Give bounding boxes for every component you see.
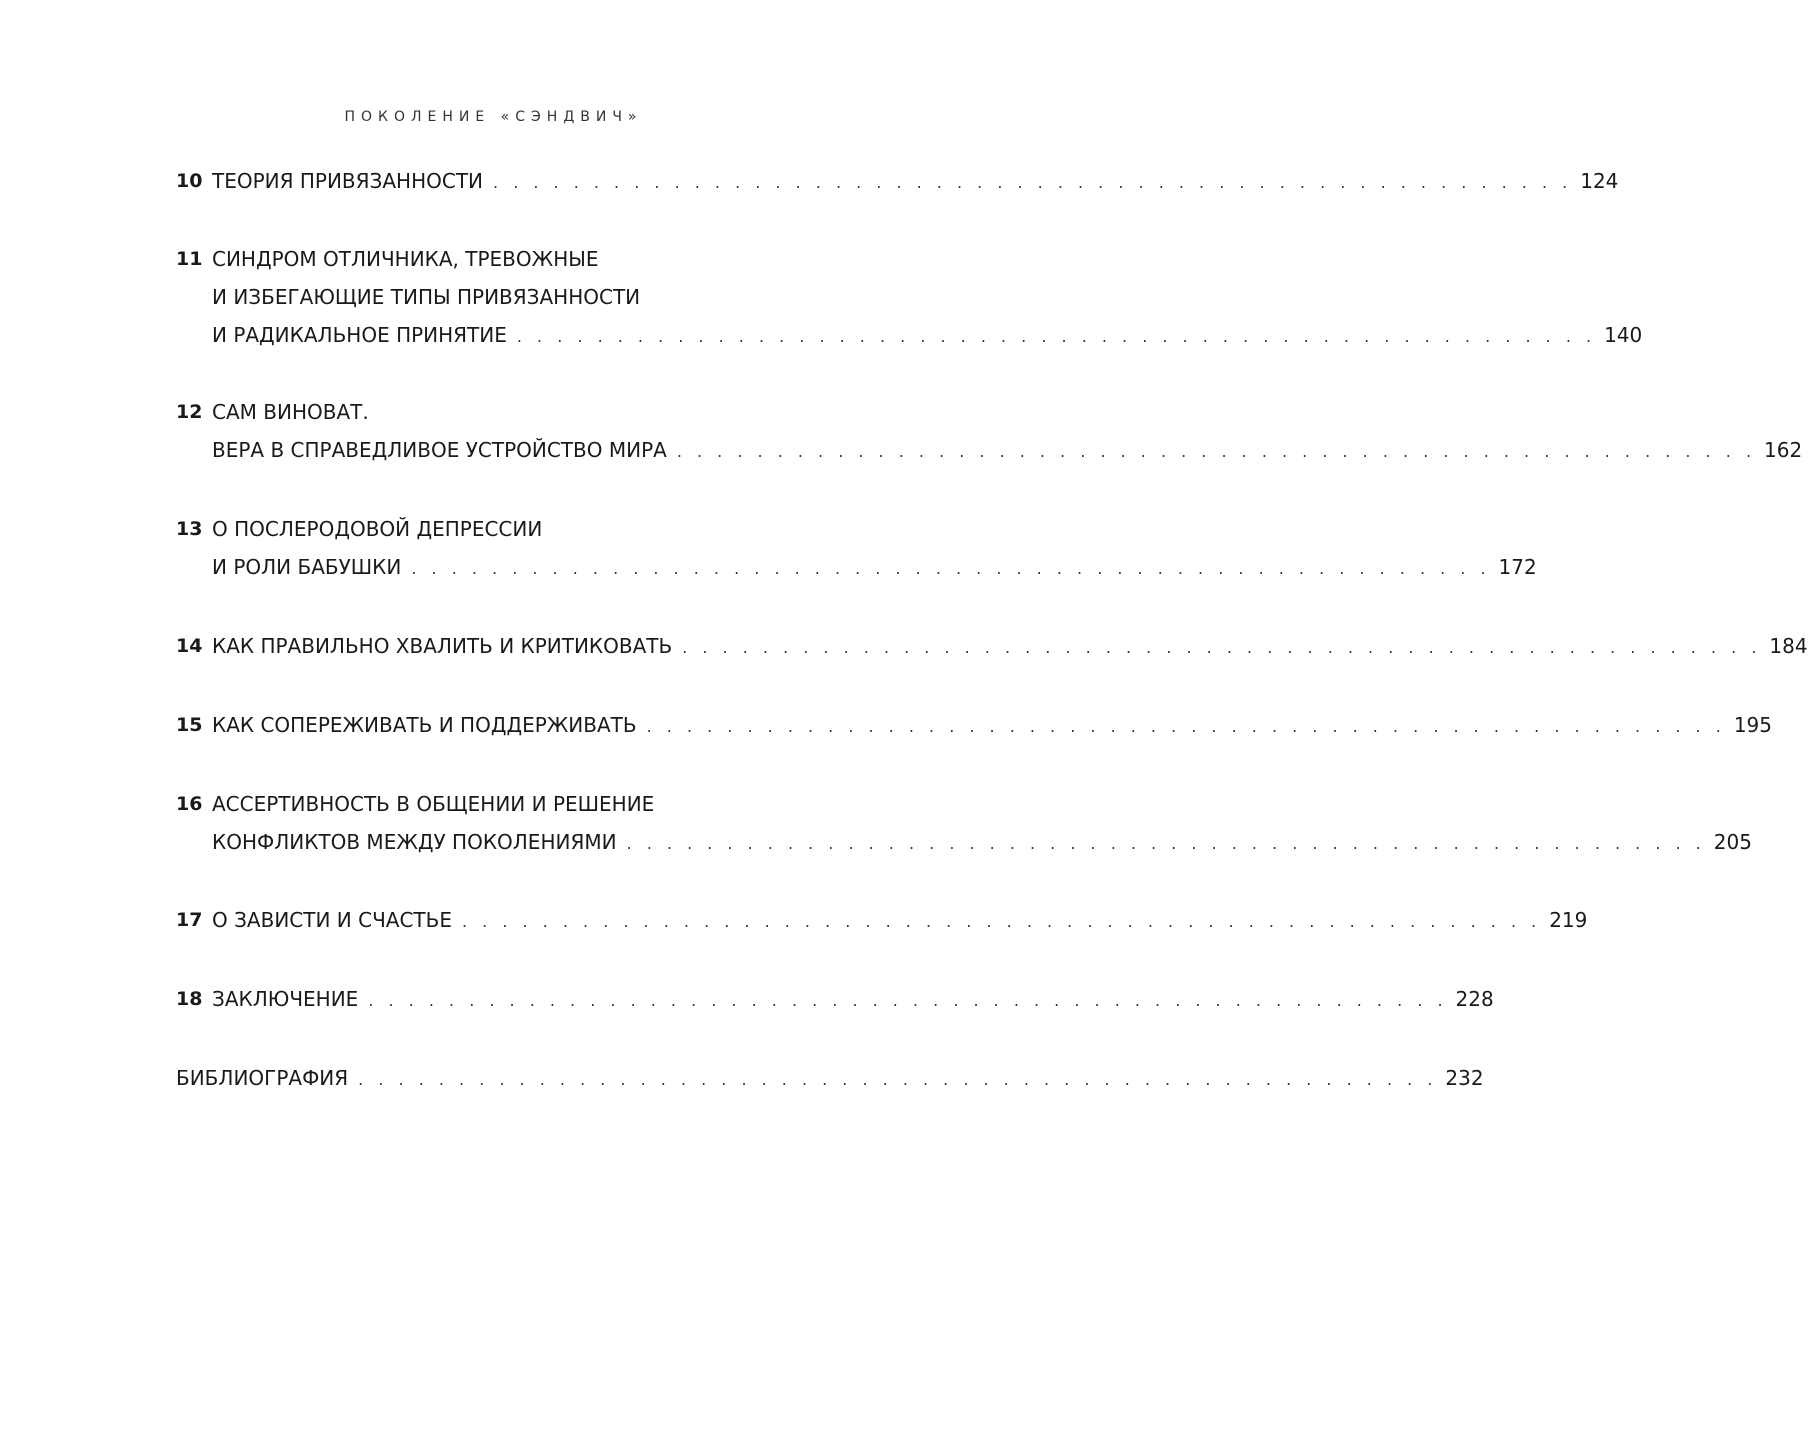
chapter-number: 18 xyxy=(176,988,203,1010)
chapter-number: 11 xyxy=(176,248,203,270)
chapter-title: И РОЛИ БАБУШКИ xyxy=(212,555,402,579)
page-number: 140 xyxy=(1604,323,1643,347)
chapter-number: 10 xyxy=(176,170,203,192)
dot-leader: . . . . . . . . . . . . . . . . . . . . . . . . . . . . . . . . . . . . . . . . . . . . . . . . . . . . . . xyxy=(368,991,1448,1010)
toc-entry[interactable] xyxy=(176,240,1643,354)
chapter-title: СИНДРОМ ОТЛИЧНИКА, ТРЕВОЖНЫЕ xyxy=(212,247,599,271)
toc-entry-line xyxy=(176,548,1537,586)
chapter-title: КОНФЛИКТОВ МЕЖДУ ПОКОЛЕНИЯМИ xyxy=(212,830,617,854)
toc-entry-line xyxy=(176,706,1772,744)
chapter-title: И ИЗБЕГАЮЩИЕ ТИПЫ ПРИВЯЗАННОСТИ xyxy=(212,285,641,309)
dot-leader: . . . . . . . . . . . . . . . . . . . . . . . . . . . . . . . . . . . . . . . . . . . . . . . . . . . . . . xyxy=(411,559,1491,578)
page-number: 162 xyxy=(1764,438,1803,462)
toc-entry[interactable] xyxy=(176,980,1494,1018)
dot-leader: . . . . . . . . . . . . . . . . . . . . . . . . . . . . . . . . . . . . . . . . . . . . . . . . . . . . . . xyxy=(358,1070,1438,1089)
toc-entry[interactable] xyxy=(176,627,1808,665)
page-number: 184 xyxy=(1769,634,1808,658)
toc-entry-line xyxy=(176,162,1619,200)
toc-entry-line xyxy=(176,901,1588,939)
toc-entry[interactable] xyxy=(176,162,1619,200)
page-number: 219 xyxy=(1549,908,1588,932)
chapter-title: КАК СОПЕРЕЖИВАТЬ И ПОДДЕРЖИВАТЬ xyxy=(212,713,637,737)
chapter-title: ВЕРА В СПРАВЕДЛИВОЕ УСТРОЙСТВО МИРА xyxy=(212,438,667,462)
chapter-title: БИБЛИОГРАФИЯ xyxy=(176,1066,349,1090)
chapter-number: 15 xyxy=(176,714,203,736)
chapter-title: О ПОСЛЕРОДОВОЙ ДЕПРЕССИИ xyxy=(212,517,543,541)
chapter-title: АССЕРТИВНОСТЬ В ОБЩЕНИИ И РЕШЕНИЕ xyxy=(212,792,655,816)
page-number: 124 xyxy=(1580,169,1619,193)
chapter-number: 12 xyxy=(176,401,203,423)
dot-leader: . . . . . . . . . . . . . . . . . . . . . . . . . . . . . . . . . . . . . . . . . . . . . . . . . . . . . . xyxy=(646,717,1726,736)
toc-entry-line xyxy=(176,627,1808,665)
chapter-title: О ЗАВИСТИ И СЧАСТЬЕ xyxy=(212,908,452,932)
page-number: 228 xyxy=(1455,987,1494,1011)
page-number: 172 xyxy=(1498,555,1537,579)
toc-entry-line xyxy=(176,510,868,548)
toc-entry-line xyxy=(176,785,868,823)
chapter-number: 13 xyxy=(176,518,203,540)
dot-leader: . . . . . . . . . . . . . . . . . . . . . . . . . . . . . . . . . . . . . . . . . . . . . . . . . . . . . . xyxy=(493,173,1573,192)
toc-entry[interactable] xyxy=(176,901,1588,939)
page-number: 232 xyxy=(1445,1066,1484,1090)
toc-entry-line xyxy=(176,431,1803,469)
toc-entry-line xyxy=(176,393,868,431)
chapter-title: И РАДИКАЛЬНОЕ ПРИНЯТИЕ xyxy=(212,323,507,347)
chapter-number: 14 xyxy=(176,635,203,657)
dot-leader: . . . . . . . . . . . . . . . . . . . . . . . . . . . . . . . . . . . . . . . . . . . . . . . . . . . . . . xyxy=(682,638,1762,657)
toc-entry-line xyxy=(176,980,1494,1018)
toc-entry-line xyxy=(176,1059,1484,1097)
toc-entry-line xyxy=(176,316,1643,354)
dot-leader: . . . . . . . . . . . . . . . . . . . . . . . . . . . . . . . . . . . . . . . . . . . . . . . . . . . . . . xyxy=(626,834,1706,853)
page-number: 195 xyxy=(1733,713,1772,737)
toc-entry-line xyxy=(176,240,868,278)
toc-entry[interactable] xyxy=(176,510,1537,586)
dot-leader: . . . . . . . . . . . . . . . . . . . . . . . . . . . . . . . . . . . . . . . . . . . . . . . . . . . . . . xyxy=(676,442,1757,461)
chapter-number: 16 xyxy=(176,793,203,815)
toc-entry[interactable] xyxy=(176,393,1803,469)
toc-entry[interactable] xyxy=(176,1059,1484,1097)
dot-leader: . . . . . . . . . . . . . . . . . . . . . . . . . . . . . . . . . . . . . . . . . . . . . . . . . . . . . . xyxy=(516,327,1597,346)
chapter-title: ЗАКЛЮЧЕНИЕ xyxy=(212,987,359,1011)
toc-entry[interactable] xyxy=(176,706,1772,744)
toc-entry[interactable] xyxy=(176,785,1752,861)
toc-entry-line xyxy=(176,823,1752,861)
running-head: ПОКОЛЕНИЕ «СЭНДВИЧ» xyxy=(344,109,643,125)
toc-entry-line xyxy=(176,278,868,316)
chapter-title: САМ ВИНОВАТ. xyxy=(212,400,369,424)
chapter-title: КАК ПРАВИЛЬНО ХВАЛИТЬ И КРИТИКОВАТЬ xyxy=(212,634,673,658)
dot-leader: . . . . . . . . . . . . . . . . . . . . . . . . . . . . . . . . . . . . . . . . . . . . . . . . . . . . . . xyxy=(462,912,1542,931)
chapter-number: 17 xyxy=(176,909,203,931)
chapter-title: ТЕОРИЯ ПРИВЯЗАННОСТИ xyxy=(212,169,484,193)
page-number: 205 xyxy=(1713,830,1752,854)
